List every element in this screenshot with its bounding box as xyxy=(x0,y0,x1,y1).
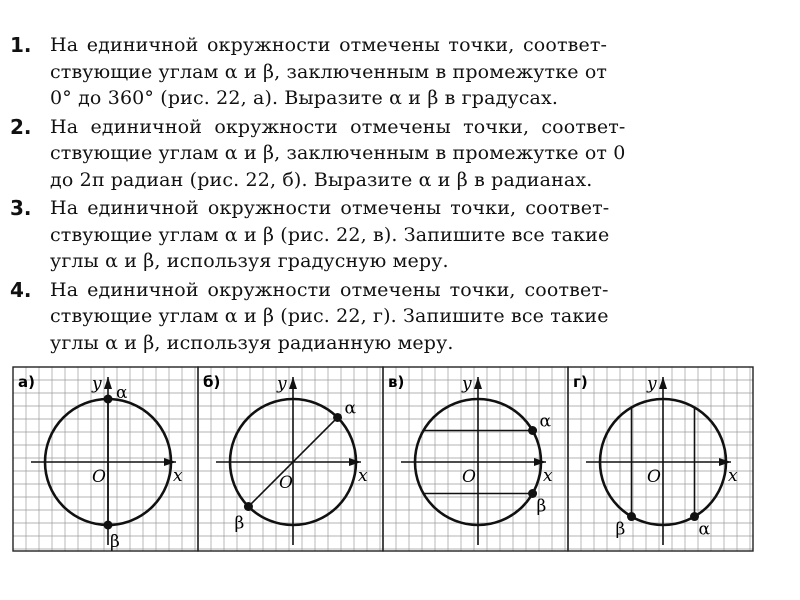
text-line: ствующие углам α и β, заключенным в промежутке от 0 xyxy=(50,142,626,164)
panel-label: б) xyxy=(203,373,221,391)
figure-22-panels xyxy=(0,364,800,554)
problem-text xyxy=(50,277,609,357)
problem-number: 4. xyxy=(10,277,32,302)
origin-label: O xyxy=(462,467,476,487)
point-label: α xyxy=(344,398,357,419)
problem-number: 3. xyxy=(10,196,32,220)
x-axis-label: x xyxy=(728,466,738,486)
problem-1 xyxy=(10,32,788,112)
panel-label: г) xyxy=(573,373,588,391)
y-axis-label: y xyxy=(277,374,287,394)
text-line: На единичной окружности отмечены точки, соответ- xyxy=(50,34,608,56)
text-line: На единичной окружности отмечены точки, соответ- xyxy=(50,197,610,219)
origin-label: O xyxy=(279,473,293,493)
point-label: β xyxy=(234,513,245,534)
problem-list xyxy=(10,32,788,358)
y-axis-label: y xyxy=(92,374,102,394)
point-label: α xyxy=(698,519,710,540)
point-label: β xyxy=(536,496,547,517)
panel-label: в) xyxy=(388,373,405,391)
text-line: 0° до 360° (рис. 22, а). Выразите α и β в градусах. xyxy=(50,87,559,109)
text-line: ствующие углам α и β (рис. 22, г). Запишите все такие xyxy=(50,305,609,327)
point-label: α xyxy=(116,383,128,403)
problem-2 xyxy=(10,114,788,194)
point-beta xyxy=(627,512,636,521)
point-label: β xyxy=(615,519,626,540)
problem-number: 1. xyxy=(10,33,32,57)
problem-4 xyxy=(10,277,788,357)
figure-panel-4 xyxy=(568,367,753,551)
problem-number: 2. xyxy=(10,114,32,139)
y-axis-arrow xyxy=(104,377,112,389)
text-line: ствующие углам α и β, заключенным в промежутке от xyxy=(50,60,608,83)
figure-panel-3 xyxy=(383,367,568,551)
x-axis-label: x xyxy=(543,466,553,486)
origin-label: O xyxy=(92,467,106,487)
text-line: углы α и β, используя радианную меру. xyxy=(50,331,454,354)
point-label: β xyxy=(110,532,120,552)
text-line: На единичной окружности отмечены точки, соответ- xyxy=(50,278,609,301)
point-alpha xyxy=(528,426,537,435)
x-axis-label: x xyxy=(173,466,183,486)
panel-label: а) xyxy=(18,373,35,391)
figure-panel-2 xyxy=(198,367,383,551)
text-line: На единичной окружности отмечены точки, соответ- xyxy=(50,115,626,138)
text-line: ствующие углам α и β (рис. 22, в). Запишите все такие xyxy=(50,223,610,246)
y-axis-label: y xyxy=(647,374,657,394)
problem-3 xyxy=(10,195,788,275)
problem-text xyxy=(50,195,609,275)
x-axis-label: x xyxy=(358,466,368,486)
y-axis-arrow xyxy=(289,377,297,389)
point-alpha xyxy=(333,413,342,422)
problem-text xyxy=(50,114,626,194)
y-axis-arrow xyxy=(474,377,482,389)
y-axis-label: y xyxy=(462,374,472,394)
point-beta xyxy=(244,502,253,511)
point-beta xyxy=(104,521,113,530)
point-label: α xyxy=(539,411,552,432)
text-line: углы α и β, используя градусную меру. xyxy=(50,250,449,272)
y-axis-arrow xyxy=(659,377,667,389)
figure-panel-1 xyxy=(13,367,198,552)
origin-label: O xyxy=(647,467,661,487)
problem-text xyxy=(50,32,607,112)
point-alpha xyxy=(104,395,113,404)
text-line: до 2π радиан (рис. 22, б). Выразите α и β в радианах. xyxy=(50,168,593,191)
